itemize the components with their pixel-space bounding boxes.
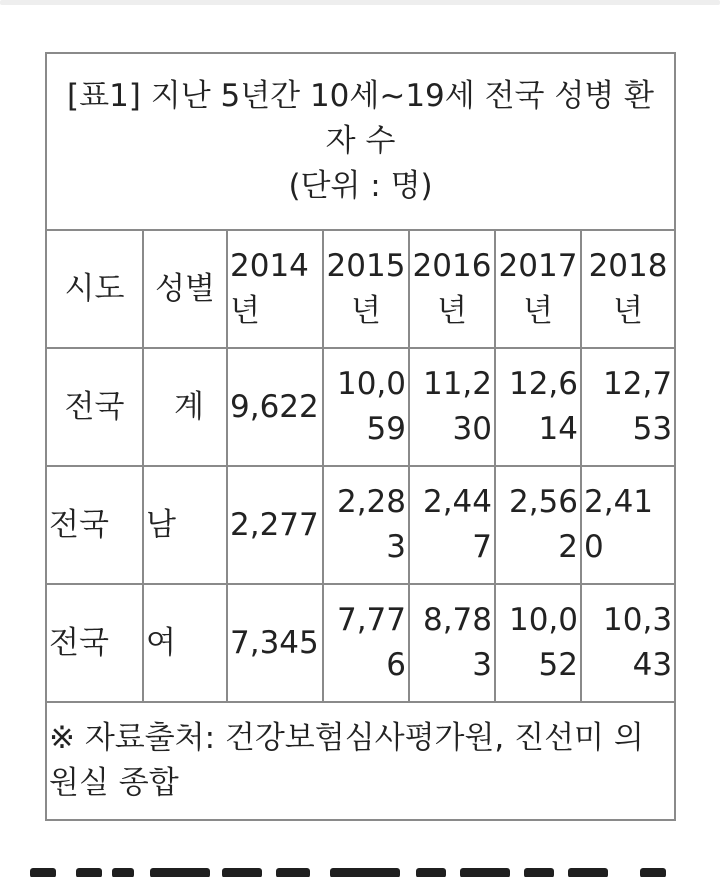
cell-value: 10,059 — [323, 348, 409, 466]
cell-region: 전국 — [46, 584, 143, 702]
header-row — [46, 230, 675, 348]
previous-content-edge — [0, 0, 720, 6]
cell-value: 10,052 — [495, 584, 581, 702]
table-row-female — [46, 584, 675, 702]
header-year-2016: 2016년 — [409, 230, 495, 348]
cell-value: 9,622 — [227, 348, 323, 466]
cell-value: 2,447 — [409, 466, 495, 584]
next-content-edge — [0, 866, 720, 877]
cell-sex: 여 — [143, 584, 227, 702]
header-year-2018: 2018년 — [581, 230, 675, 348]
cell-value: 7,345 — [227, 584, 323, 702]
cell-value: 2,277 — [227, 466, 323, 584]
cell-value: 12,753 — [581, 348, 675, 466]
cell-value: 12,614 — [495, 348, 581, 466]
table-row-total — [46, 348, 675, 466]
header-sex: 성별 — [143, 230, 227, 348]
cell-region: 전국 — [46, 466, 143, 584]
cell-sex: 남 — [143, 466, 227, 584]
cell-value: 2,562 — [495, 466, 581, 584]
header-region: 시도 — [46, 230, 143, 348]
cell-sex: 계 — [143, 348, 227, 466]
cell-region: 전국 — [46, 348, 143, 466]
header-year-2014: 2014년 — [227, 230, 323, 348]
table-unit: (단위 : 명) — [288, 168, 433, 204]
source-note: ※ 자료출처: 건강보험심사평가원, 진선미 의원실 종합 — [46, 702, 675, 820]
table-title: [표1] 지난 5년간 10세~19세 전국 성병 환 — [67, 78, 655, 114]
cell-value: 7,776 — [323, 584, 409, 702]
cell-value: 11,230 — [409, 348, 495, 466]
cell-value: 2,283 — [323, 466, 409, 584]
cell-value: 8,783 — [409, 584, 495, 702]
std-patients-table — [45, 52, 676, 821]
header-year-2017: 2017년 — [495, 230, 581, 348]
header-year-2015: 2015년 — [323, 230, 409, 348]
table-title-cell — [46, 53, 675, 230]
cell-value: 10,343 — [581, 584, 675, 702]
cell-value: 2,410 — [581, 466, 675, 584]
table-title-continued: 자 수 — [325, 123, 396, 159]
table-row-male — [46, 466, 675, 584]
